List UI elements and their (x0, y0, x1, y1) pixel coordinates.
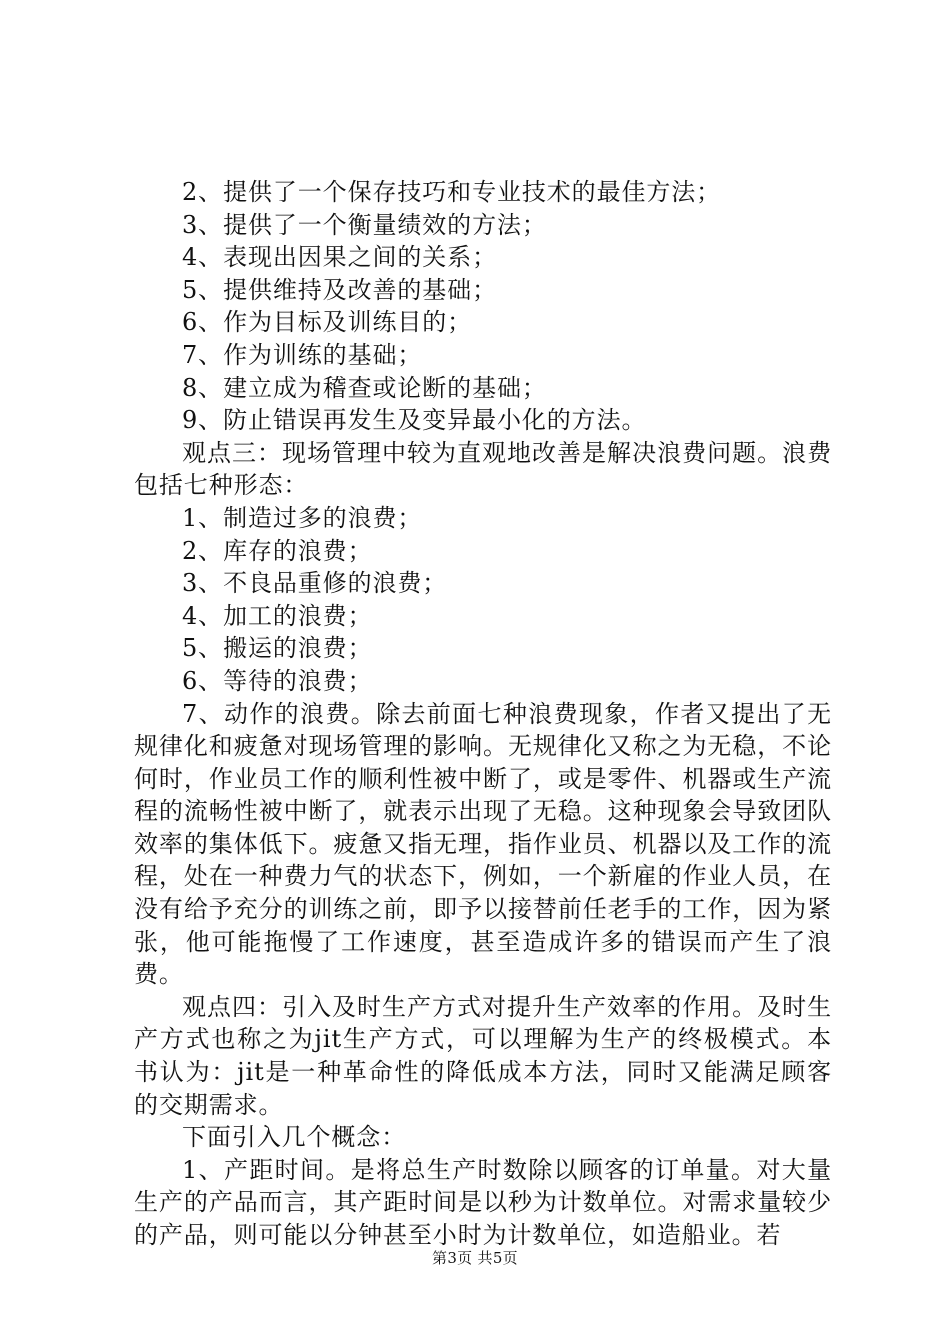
list-item-3: 3、提供了一个衡量绩效的方法； (182, 210, 547, 239)
waste-item-1: 1、制造过多的浪费； (182, 503, 423, 532)
waste-item-2: 2、库存的浪费； (182, 536, 373, 565)
document-body (134, 176, 832, 1252)
concept-1-paragraph: 1、产距时间。是将总生产时数除以顾客的订单量。对大量生产的产品而言，其产距时间是以秒为计数单位。对需求量较少的产品，则可能以分钟甚至小时为计数单位，如造船业。若 (134, 1155, 832, 1249)
list-item-7: 7、作为训练的基础； (182, 340, 423, 369)
waste-item-5: 5、搬运的浪费； (182, 634, 373, 663)
list-item-8: 8、建立成为稽查或论断的基础； (182, 373, 547, 402)
waste-item-7-paragraph: 7、动作的浪费。除去前面七种浪费现象，作者又提出了无规律化和疲惫对现场管理的影响。无规律化又称之为无稳，不论何时，作业员工作的顺利性被中断了，或是零件、机器或生产流程的流畅性被中断了，就表示出现了无稳。这种现象会导致团队效率的集体低下。疲惫又指无理，指作业员、机器以及工作的流程，处在一种费力气的状态下，例如，一个新雇的作业人员，在没有给予充分的训练之前，即予以接替前任老手的工作，因为紧张，他可能拖慢了工作速度，甚至造成许多的错误而产生了浪费。 (134, 699, 832, 989)
page-footer: 第3页 共5页 (432, 1249, 518, 1267)
waste-item-4: 4、加工的浪费； (182, 601, 373, 630)
list-item-2: 2、提供了一个保存技巧和专业技术的最佳方法； (182, 178, 722, 206)
waste-item-3: 3、不良品重修的浪费； (182, 569, 448, 598)
list-item-9: 9、防止错误再发生及变异最小化的方法。 (182, 406, 647, 435)
list-item-4: 4、表现出因果之间的关系； (182, 243, 497, 272)
list-item-6: 6、作为目标及训练目的； (182, 308, 473, 337)
waste-item-6: 6、等待的浪费； (182, 666, 373, 695)
viewpoint-four-paragraph: 观点四：引入及时生产方式对提升生产效率的作用。及时生产方式也称之为jit生产方式，可以理解为生产的终极模式。本书认为：jit是一种革命性的降低成本方法，同时又能满足顾客的交期需求。 (134, 992, 832, 1119)
viewpoint-three-paragraph: 观点三：现场管理中较为直观地改善是解决浪费问题。浪费包括七种形态： (134, 438, 832, 500)
concepts-intro: 下面引入几个概念： (182, 1123, 407, 1152)
list-item-5: 5、提供维持及改善的基础； (182, 275, 497, 304)
